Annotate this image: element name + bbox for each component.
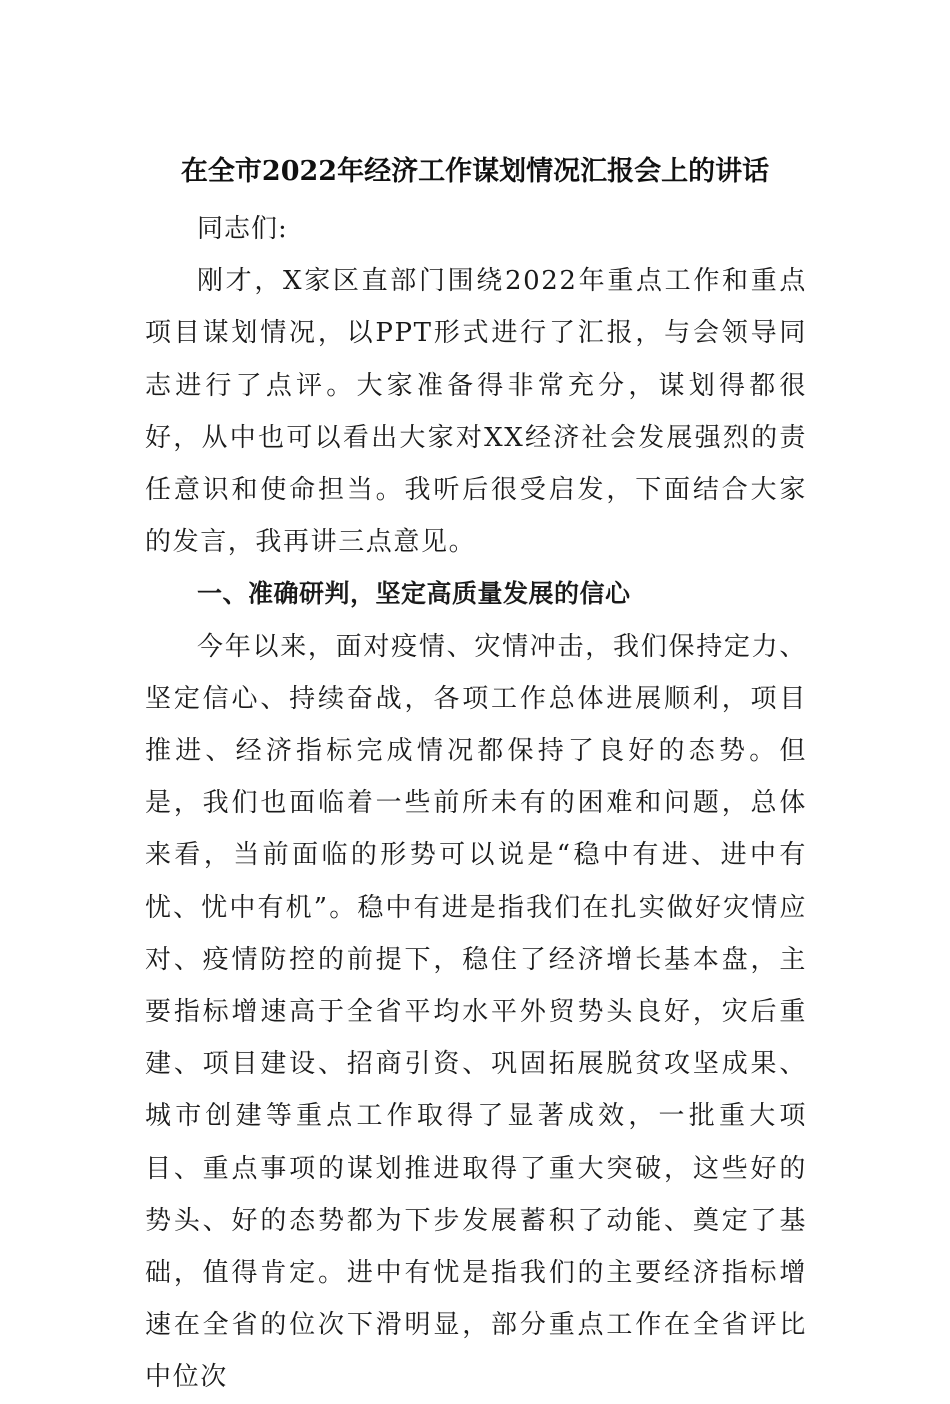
section-heading: 一、准确研判，坚定高质量发展的信心: [197, 579, 631, 609]
salutation: 同志们:: [197, 214, 288, 244]
document-title: 在全市2022年经济工作谋划情况汇报会上的讲话: [180, 156, 770, 187]
document-body: [145, 203, 807, 1404]
paragraph-intro: 刚才，X家区直部门围绕2022年重点工作和重点项目谋划情况，以PPT形式进行了汇报，与会领导同志进行了点评。大家准备得非常充分，谋划得都很好，从中也可以看出大家对XX经济社会发展强烈的责任意识和使命担当。我听后很受启发，下面结合大家的发言，我再讲三点意见。: [145, 266, 807, 558]
paragraph-section-1: 今年以来，面对疫情、灾情冲击，我们保持定力、坚定信心、持续奋战，各项工作总体进展顺利，项目推进、经济指标完成情况都保持了良好的态势。但是，我们也面临着一些前所未有的困难和问题，总体来看，当前面临的形势可以说是“稳中有进、进中有忧、忧中有机”。稳中有进是指我们在扎实做好灾情应对、疫情防控的前提下，稳住了经济增长基本盘，主要指标增速高于全省平均水平外贸势头良好，灾后重建、项目建设、招商引资、巩固拓展脱贫攻坚成果、城市创建等重点工作取得了显著成效，一批重大项目、重点事项的谋划推进取得了重大突破，这些好的势头、好的态势都为下步发展蓄积了动能、奠定了基础，值得肯定。进中有忧是指我们的主要经济指标增速在全省的位次下滑明显，部分重点工作在全省评比中位次: [145, 631, 807, 1393]
